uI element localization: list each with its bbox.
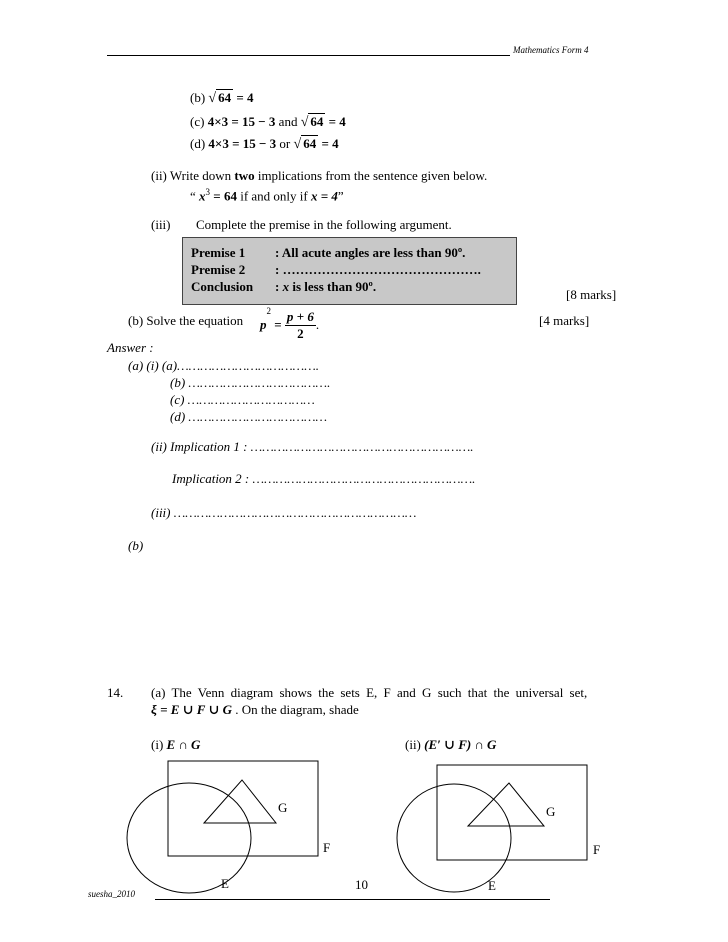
set-f-rectangle [437, 765, 587, 860]
premise-box [182, 237, 517, 305]
q14-number: 14. [107, 685, 124, 700]
part-ii-expr: (E′ ∪ F) ∩ G [424, 737, 497, 752]
q13-part-iii-text: Complete the premise in the following argument. [196, 217, 452, 232]
part-i-label: (i) [151, 737, 164, 752]
answer-line-d: (d) ……………………………… [170, 409, 328, 424]
answer-iii: (iii) ……………………………………………………… [151, 505, 417, 520]
set-g-triangle [204, 780, 276, 823]
label-g: G [546, 804, 556, 819]
eq: = 64 [213, 188, 237, 204]
answer-implication-1: (ii) Implication 1 : …………………………………………………. [151, 439, 474, 454]
eq-exp: 2 [266, 306, 271, 316]
universal-set-expr: ξ = E ∪ F ∪ G [151, 702, 233, 717]
ii-suffix: implications from the sentence given below. [257, 168, 488, 183]
expr-1: 4×3 = 15 − 3 [208, 136, 277, 151]
radical-icon: √ [208, 91, 217, 106]
header-rule [107, 55, 510, 56]
conclusion-colon: : [275, 279, 280, 294]
premise-2-label: Premise 2 [191, 262, 246, 277]
answer-title: Answer : [107, 340, 154, 355]
connector: and [278, 114, 298, 129]
premise-1-label: Premise 1 [191, 245, 246, 260]
eq-dot: . [315, 317, 320, 333]
marks-b: [4 marks] [539, 313, 590, 328]
q13-part-ii-sentence [190, 187, 344, 204]
answer-line-a: (a) (i) (a)………………………………. [128, 358, 320, 373]
expr-rest: = 4 [236, 90, 254, 105]
q14-line-2 [151, 702, 359, 718]
eq-sign: = [274, 317, 282, 333]
radicand: 64 [218, 90, 232, 105]
quote-open: “ [190, 188, 196, 204]
part-i-expr: E ∩ G [166, 737, 201, 752]
answer-line-b: (b) ………………………………. [170, 375, 331, 390]
iff: if and only if [240, 188, 308, 204]
q14-part-ii [405, 737, 496, 753]
premise-1-text: : All acute angles are less than 90º. [275, 245, 466, 260]
page-number: 10 [355, 877, 368, 892]
set-f-rectangle [168, 761, 318, 856]
q14-part-i [151, 737, 200, 753]
label-f: F [593, 842, 601, 857]
answer-line-c: (c) …………………………… [170, 392, 315, 407]
footer-rule [155, 899, 550, 900]
option-label: (d) [190, 136, 206, 151]
expr-1: 4×3 = 15 − 3 [207, 114, 276, 129]
conclusion-rest: is less than 90º. [292, 279, 377, 294]
frac-num: p + 6 [286, 308, 314, 324]
q13-b-text: (b) Solve the equation [128, 313, 244, 328]
var-x-eq: x = 4 [310, 188, 338, 204]
conclusion-var: x [282, 279, 290, 294]
conclusion-label: Conclusion [191, 279, 254, 294]
q13-b-equation [260, 306, 319, 342]
venn-diagram-ii [392, 757, 612, 897]
label-e: E [488, 878, 496, 893]
eq-lhs: p [260, 317, 267, 333]
ii-bold: two [234, 168, 255, 183]
answer-b: (b) [128, 538, 144, 553]
footer-author: suesha_2010 [88, 889, 135, 899]
q13-option-b [190, 89, 254, 107]
exponent: 3 [205, 187, 211, 197]
eq-fraction [285, 309, 316, 342]
label-e: E [221, 876, 229, 891]
venn-diagram-i [120, 757, 330, 897]
conclusion-text [275, 279, 376, 295]
radical-icon: √ [300, 115, 309, 130]
ii-prefix: (ii) Write down [151, 168, 232, 183]
option-label: (c) [190, 114, 205, 129]
radicand: 64 [303, 136, 317, 151]
expr-rest: = 4 [321, 136, 339, 151]
q13-option-d [190, 135, 339, 153]
part-ii-label: (ii) [405, 737, 421, 752]
label-f: F [323, 840, 330, 855]
q14-line-1: (a) The Venn diagram shows the sets E, F and G such that the universal set, [151, 685, 588, 700]
premise-2-text: : ………………………………………. [275, 262, 481, 277]
header-title: Mathematics Form 4 [513, 45, 589, 55]
answer-implication-2: Implication 2 : …………………………………………………. [172, 471, 476, 486]
frac-den: 2 [297, 325, 304, 341]
q13-option-c [190, 113, 346, 131]
label-g: G [278, 800, 288, 815]
radical-icon: √ [293, 137, 302, 152]
marks-a: [8 marks] [566, 287, 617, 302]
q13-part-iii-label: (iii) [151, 217, 171, 232]
line2-suffix: . On the diagram, shade [235, 702, 359, 717]
expr-rest: = 4 [328, 114, 346, 129]
q13-part-ii [151, 168, 487, 184]
set-e-circle [127, 783, 251, 893]
quote-close: ” [337, 188, 344, 204]
set-e-circle [397, 784, 511, 892]
radicand: 64 [310, 114, 324, 129]
connector: or [279, 136, 291, 151]
var-x: x [199, 188, 206, 204]
option-label: (b) [190, 90, 206, 105]
